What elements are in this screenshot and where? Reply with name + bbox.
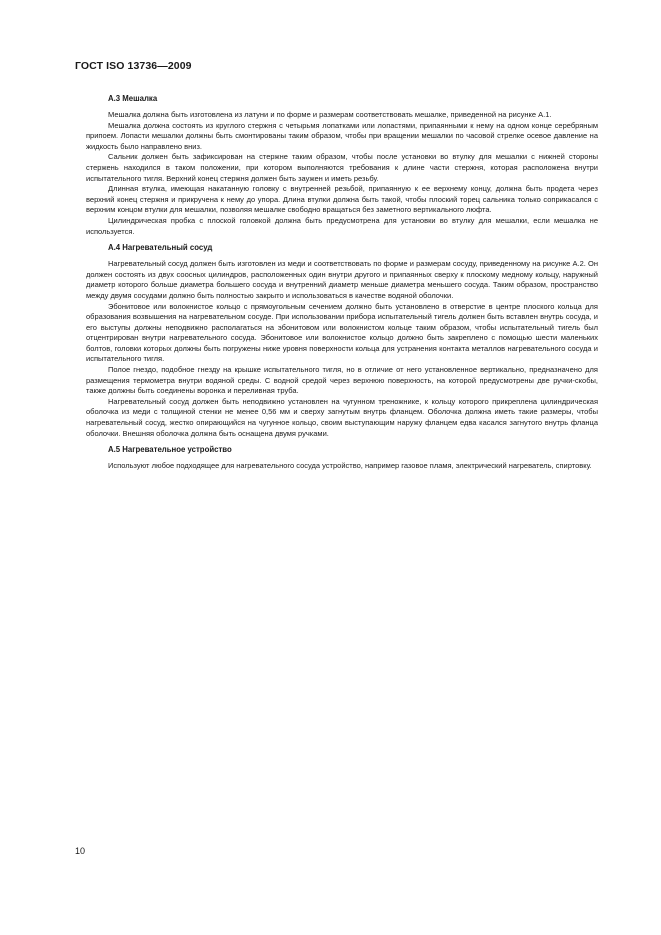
paragraph: Сальник должен быть зафиксирован на стержне таким образом, чтобы после установки во втулку для мешалки с нижней стороны стержень находился в таком положении, при котором выполняются требования к длине части стержня, которая расположена внутри испытательного тигля. Верхний конец стержня должен быть заужен и иметь резьбу.: [86, 152, 598, 183]
paragraph: Мешалка должна состоять из круглого стержня с четырьмя лопатками или лопастями, припаянными к нему на одном конце серебряным припоем. Лопасти мешалки должны быть смонтированы таким образом, чтобы при вращении мешалки по часовой стрелке осевое давление на жидкость было направлено вниз.: [86, 120, 598, 151]
section-heading: А.5 Нагревательное устройство: [108, 445, 232, 455]
section-heading: А.4 Нагревательный сосуд: [108, 243, 213, 253]
section-a5: [86, 445, 598, 472]
section-a4: [86, 243, 598, 439]
paragraph: Эбонитовое или волокнистое кольцо с прямоугольным сечением должно быть установлено в отверстие в центре плоского кольца для образования возвышения на нагревательном сосуде. При использовании прибора испытательный тигель должен быть вставлен внутрь сосуда, и его выступы должны неподвижно располагаться на эбонитовом или волокнистом кольце таким образом, чтобы испытательный тигель был отцентрирован внутри нагревательного сосуда. Эбонитовое или волокнистое кольцо должно быть закреплено с помощью шести маленьких болтов, головки которых должны быть погружены ниже уровня поверхности кольца для устранения контакта металлов нагревательного сосуда и испытательного тигля.: [86, 301, 598, 364]
paragraph: Используют любое подходящее для нагревательного сосуда устройство, например газовое пламя, электрический нагреватель, спиртовку.: [108, 461, 592, 471]
paragraph: Нагревательный сосуд должен быть неподвижно установлен на чугунном треножнике, к кольцу которого прикреплена цилиндрическая оболочка из меди с толщиной стенки не менее 0,56 мм и сверху загнутым внутрь фланцем. Оболочка должна иметь такие размеры, чтобы нагревательный сосуд, жестко опирающийся на чугунное кольцо, своим выступающим наружу фланцем едва касался загнутого внутрь фланца оболочки. Внешняя оболочка должна быть оснащена двумя ручками.: [86, 396, 598, 438]
document-header: ГОСТ ISO 13736—2009: [75, 60, 192, 72]
paragraph: Мешалка должна быть изготовлена из латуни и по форме и размерам соответствовать мешалке, приведенной на рисунке А.1.: [108, 110, 552, 119]
document-body: [86, 94, 598, 478]
paragraph: Полое гнездо, подобное гнезду на крышке испытательного тигля, но в отличие от него установленное вертикально, предназначено для размещения термометра внутри водяной среды. С водной средой через верхнюю поверхность, на которой предусмотрены две ручки-скобы, также должны быть соединены воронка и переливная труба.: [86, 365, 598, 396]
page-number: 10: [75, 846, 86, 856]
section-a3: [86, 94, 598, 237]
paragraph: Нагревательный сосуд должен быть изготовлен из меди и соответствовать по форме и размерам сосуду, приведенному на рисунке А.2. Он должен состоять из двух соосных цилиндров, расположенных один внутри другого и припаянных сверху к плоскому медному кольцу, наружный диаметр которого больше диаметра большего сосуда и внутренний диаметр меньше диаметра меньшего сосуда. Таким образом, пространство между двумя сосудами должно быть полностью закрыто и использоваться в качестве водяной оболочки.: [86, 259, 598, 300]
paragraph: Цилиндрическая пробка с плоской головкой должна быть предусмотрена для установки во втулку для мешалки, если мешалка не используется.: [86, 215, 598, 236]
section-heading: А.3 Мешалка: [108, 94, 158, 103]
paragraph: Длинная втулка, имеющая накатанную головку с внутренней резьбой, припаянную к ее верхнему концу, должна быть продета через верхний конец стержня и прикручена к нему до упора. Длина втулки должна быть такой, чтобы плоский торец сальника только соприкасался с верхним концом втулки для мешалки, позволяя мешалке свободно вращаться без заметного вертикального люфта.: [86, 184, 598, 215]
